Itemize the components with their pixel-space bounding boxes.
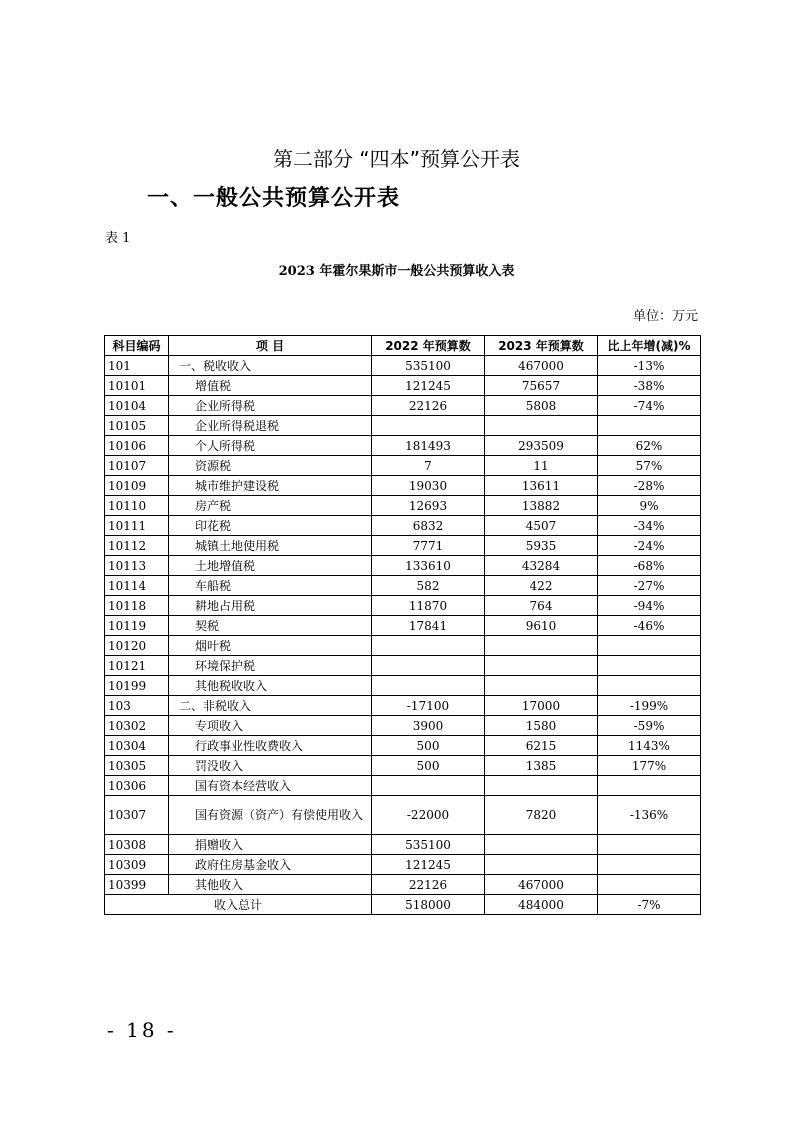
row-value-2022 <box>372 676 485 696</box>
row-value-2023: 6215 <box>485 736 598 756</box>
row-value-2023: 422 <box>485 576 598 596</box>
table-row <box>105 596 701 616</box>
table-row <box>105 776 701 796</box>
table-row <box>105 716 701 736</box>
row-value-2022: 6832 <box>372 516 485 536</box>
row-item-name: 印花税 <box>169 516 372 536</box>
row-change-pct <box>598 656 701 676</box>
table-row <box>105 736 701 756</box>
row-change-pct: -199% <box>598 696 701 716</box>
row-value-2023: 7820 <box>485 796 598 835</box>
row-code: 10305 <box>105 756 169 776</box>
row-item-name: 城市维护建设税 <box>169 476 372 496</box>
row-value-2022 <box>372 636 485 656</box>
row-item-name: 捐赠收入 <box>169 835 372 855</box>
row-value-2022: 12693 <box>372 496 485 516</box>
table-row <box>105 656 701 676</box>
row-code: 10111 <box>105 516 169 536</box>
table-row <box>105 855 701 875</box>
row-item-name: 土地增值税 <box>169 556 372 576</box>
table-row <box>105 616 701 636</box>
table-row <box>105 496 701 516</box>
row-change-pct: -68% <box>598 556 701 576</box>
table-row <box>105 636 701 656</box>
row-value-2023 <box>485 416 598 436</box>
row-item-name: 烟叶税 <box>169 636 372 656</box>
unit-label: 单位：万元 <box>632 309 698 324</box>
row-change-pct: -136% <box>598 796 701 835</box>
row-change-pct: 9% <box>598 496 701 516</box>
row-item-name: 房产税 <box>169 496 372 516</box>
table-number: 表 1 <box>105 231 131 246</box>
row-code: 10120 <box>105 636 169 656</box>
row-value-2022 <box>372 776 485 796</box>
row-value-2023: 17000 <box>485 696 598 716</box>
row-value-2022: 133610 <box>372 556 485 576</box>
header-change: 比上年增(减)% <box>598 336 701 356</box>
row-code: 10308 <box>105 835 169 855</box>
row-item-name <box>169 796 372 835</box>
row-code: 10104 <box>105 396 169 416</box>
row-code: 10307 <box>105 796 169 835</box>
row-item-name: 政府住房基金收入 <box>169 855 372 875</box>
row-value-2022: 17841 <box>372 616 485 636</box>
row-value-2022: 22126 <box>372 875 485 895</box>
row-change-pct: -59% <box>598 716 701 736</box>
total-2023: 484000 <box>485 895 598 915</box>
row-value-2022: 582 <box>372 576 485 596</box>
row-item-name: 资源税 <box>169 456 372 476</box>
total-label: 收入总计 <box>105 895 372 915</box>
row-item-name: 城镇土地使用税 <box>169 536 372 556</box>
row-item-name: 其他收入 <box>169 875 372 895</box>
row-value-2023: 293509 <box>485 436 598 456</box>
row-change-pct <box>598 776 701 796</box>
row-code: 10304 <box>105 736 169 756</box>
row-value-2022: 535100 <box>372 356 485 376</box>
row-value-2023: 5935 <box>485 536 598 556</box>
header-2023: 2023 年预算数 <box>485 336 598 356</box>
row-value-2023: 5808 <box>485 396 598 416</box>
table-row <box>105 416 701 436</box>
row-change-pct: -34% <box>598 516 701 536</box>
table-row <box>105 396 701 416</box>
header-2022: 2022 年预算数 <box>372 336 485 356</box>
row-value-2023 <box>485 776 598 796</box>
table-row <box>105 835 701 855</box>
row-item-name: 其他税收收入 <box>169 676 372 696</box>
row-change-pct <box>598 676 701 696</box>
table-row <box>105 556 701 576</box>
row-value-2023: 43284 <box>485 556 598 576</box>
row-code: 10106 <box>105 436 169 456</box>
row-change-pct <box>598 416 701 436</box>
table-row <box>105 796 701 835</box>
total-change: -7% <box>598 895 701 915</box>
row-change-pct: 57% <box>598 456 701 476</box>
row-value-2022: 11870 <box>372 596 485 616</box>
row-value-2022: 22126 <box>372 396 485 416</box>
table-row <box>105 456 701 476</box>
row-item-name: 增值税 <box>169 376 372 396</box>
row-value-2022: 500 <box>372 756 485 776</box>
table-row <box>105 875 701 895</box>
row-value-2023 <box>485 835 598 855</box>
row-value-2023 <box>485 636 598 656</box>
row-item-name: 个人所得税 <box>169 436 372 456</box>
row-code: 10101 <box>105 376 169 396</box>
row-value-2022: 500 <box>372 736 485 756</box>
row-value-2022: 535100 <box>372 835 485 855</box>
row-change-pct <box>598 835 701 855</box>
table-row <box>105 376 701 396</box>
row-code: 10110 <box>105 496 169 516</box>
table-row <box>105 436 701 456</box>
row-value-2023: 1385 <box>485 756 598 776</box>
row-value-2022: -22000 <box>372 796 485 835</box>
row-value-2023 <box>485 656 598 676</box>
row-code: 10119 <box>105 616 169 636</box>
row-code: 10399 <box>105 875 169 895</box>
row-change-pct: -27% <box>598 576 701 596</box>
row-value-2022: 181493 <box>372 436 485 456</box>
row-code: 10105 <box>105 416 169 436</box>
row-value-2023: 4507 <box>485 516 598 536</box>
row-change-pct: 1143% <box>598 736 701 756</box>
row-item-name: 二、非税收入 <box>169 696 372 716</box>
row-value-2023: 13882 <box>485 496 598 516</box>
row-value-2023: 75657 <box>485 376 598 396</box>
row-change-pct <box>598 636 701 656</box>
row-item-name: 契税 <box>169 616 372 636</box>
part-title: 第二部分 “四本”预算公开表 <box>272 147 521 171</box>
row-value-2022: 7771 <box>372 536 485 556</box>
row-code: 10309 <box>105 855 169 875</box>
row-item-name: 罚没收入 <box>169 756 372 776</box>
row-change-pct <box>598 855 701 875</box>
row-value-2022 <box>372 656 485 676</box>
row-item-name: 车船税 <box>169 576 372 596</box>
table-row <box>105 356 701 376</box>
row-change-pct: -74% <box>598 396 701 416</box>
row-value-2023: 9610 <box>485 616 598 636</box>
row-code: 103 <box>105 696 169 716</box>
row-code: 10118 <box>105 596 169 616</box>
page-number: - 18 - <box>107 1018 177 1042</box>
row-value-2022: 19030 <box>372 476 485 496</box>
table-row <box>105 676 701 696</box>
table-title: 2023 年霍尔果斯市一般公共预算收入表 <box>278 264 515 279</box>
row-code: 10302 <box>105 716 169 736</box>
table-row <box>105 516 701 536</box>
row-value-2023: 13611 <box>485 476 598 496</box>
row-code: 101 <box>105 356 169 376</box>
row-item-name: 耕地占用税 <box>169 596 372 616</box>
row-value-2023: 467000 <box>485 356 598 376</box>
row-change-pct: -38% <box>598 376 701 396</box>
row-code: 10121 <box>105 656 169 676</box>
row-value-2022: -17100 <box>372 696 485 716</box>
row-change-pct: -13% <box>598 356 701 376</box>
table-row <box>105 696 701 716</box>
row-value-2023: 1580 <box>485 716 598 736</box>
row-code: 10112 <box>105 536 169 556</box>
total-row <box>105 895 701 915</box>
row-value-2022: 7 <box>372 456 485 476</box>
row-item-name: 企业所得税退税 <box>169 416 372 436</box>
row-code: 10113 <box>105 556 169 576</box>
header-code: 科目编码 <box>105 336 169 356</box>
header-item: 项 目 <box>169 336 372 356</box>
row-code: 10109 <box>105 476 169 496</box>
table-row <box>105 756 701 776</box>
row-change-pct: -24% <box>598 536 701 556</box>
total-2022: 518000 <box>372 895 485 915</box>
row-change-pct: 177% <box>598 756 701 776</box>
row-code: 10107 <box>105 456 169 476</box>
row-code: 10199 <box>105 676 169 696</box>
row-change-pct: 62% <box>598 436 701 456</box>
table-row <box>105 536 701 556</box>
row-value-2023 <box>485 855 598 875</box>
row-item-name: 专项收入 <box>169 716 372 736</box>
row-value-2023: 764 <box>485 596 598 616</box>
row-code: 10114 <box>105 576 169 596</box>
row-value-2022: 121245 <box>372 376 485 396</box>
row-change-pct: -28% <box>598 476 701 496</box>
table-header-row <box>105 336 701 356</box>
section-title: 一、一般公共预算公开表 <box>147 186 401 211</box>
row-item-name: 一、税收收入 <box>169 356 372 376</box>
row-change-pct: -46% <box>598 616 701 636</box>
row-value-2022: 121245 <box>372 855 485 875</box>
row-value-2023: 467000 <box>485 875 598 895</box>
row-value-2022: 3900 <box>372 716 485 736</box>
table-row <box>105 576 701 596</box>
row-change-pct: -94% <box>598 596 701 616</box>
row-item-name: 环境保护税 <box>169 656 372 676</box>
table-row <box>105 476 701 496</box>
row-item-name-text: 国有资源（资产）有偿使用收入 <box>195 808 364 822</box>
row-item-name: 企业所得税 <box>169 396 372 416</box>
budget-revenue-table <box>104 335 701 915</box>
row-value-2023 <box>485 676 598 696</box>
row-code: 10306 <box>105 776 169 796</box>
row-value-2023: 11 <box>485 456 598 476</box>
row-item-name: 行政事业性收费收入 <box>169 736 372 756</box>
row-item-name: 国有资本经营收入 <box>169 776 372 796</box>
row-change-pct <box>598 875 701 895</box>
row-value-2022 <box>372 416 485 436</box>
